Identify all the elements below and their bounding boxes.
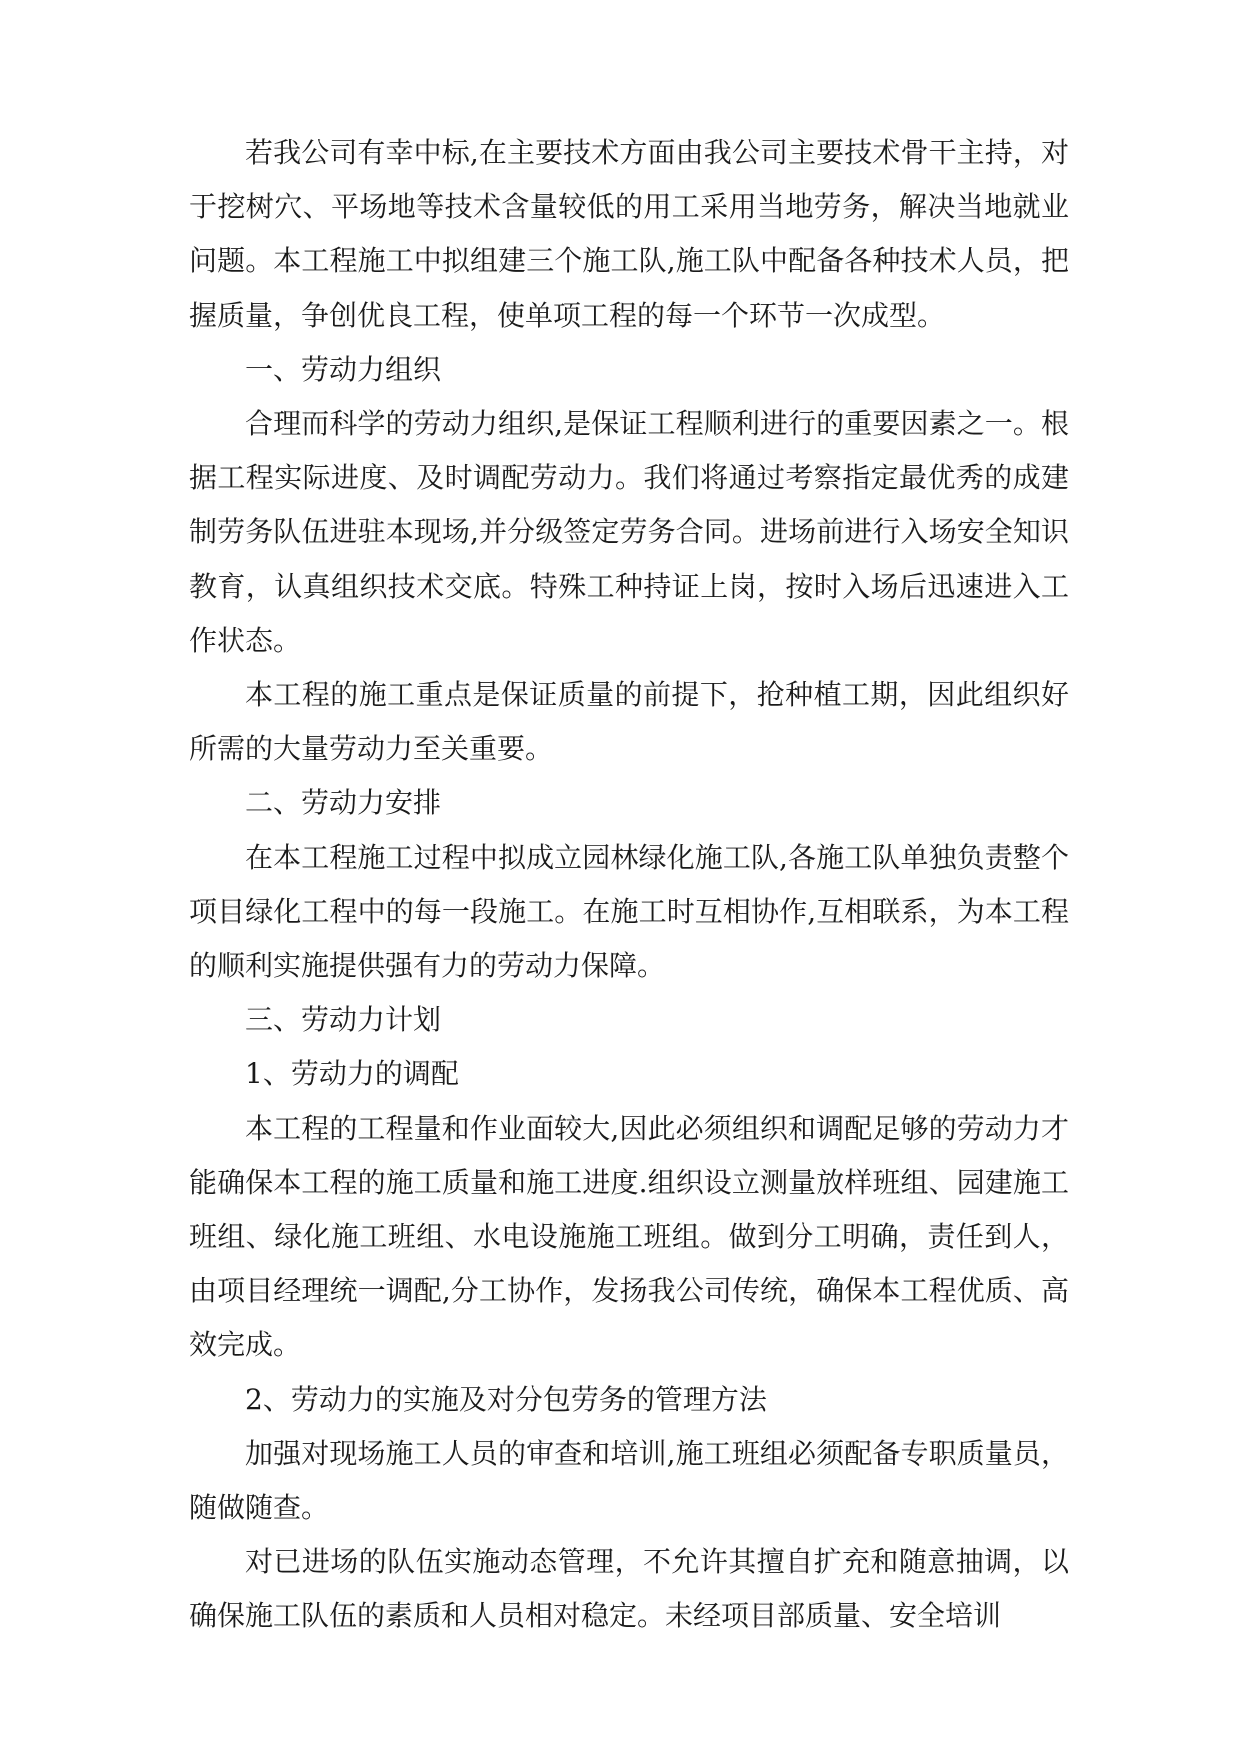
heading-labor-organization: 一、劳动力组织 [245,352,442,386]
paragraph-construction-focus: 本工程的施工重点是保证质量的前提下，抢种植工期，因此组织好所需的大量劳动力至关重要。 [189,678,1069,766]
paragraph-labor-arrangement: 在本工程施工过程中拟成立园林绿化施工队,各施工队单独负责整个项目绿化工程中的每一段施工。在施工时互相协作,互相联系，为本工程的顺利实施提供强有力的劳动力保障。 [189,840,1069,983]
subheading-subcontract-management: 2、劳动力的实施及对分包劳务的管理方法 [245,1382,767,1416]
document-body [189,126,1069,1644]
paragraph-labor-organization: 合理而科学的劳动力组织,是保证工程顺利进行的重要因素之一。根据工程实际进度、及时调配劳动力。我们将通过考察指定最优秀的成建制劳务队伍进驻本现场,并分级签定劳务合同。进场前进行入场安全知识教育，认真组织技术交底。特殊工种持证上岗，按时入场后迅速进入工作状态。 [189,407,1069,657]
paragraph-staff-review: 加强对现场施工人员的审查和培训,施工班组必须配备专职质量员，随做随查。 [189,1436,1069,1525]
paragraph-intro: 若我公司有幸中标,在主要技术方面由我公司主要技术骨干主持，对于挖树穴、平场地等技术含量较低的用工采用当地劳务，解决当地就业问题。本工程施工中拟组建三个施工队,施工队中配备各种技术人员，把握质量，争创优良工程，使单项工程的每一个环节一次成型。 [189,136,1069,332]
subheading-labor-allocation: 1、劳动力的调配 [245,1057,459,1091]
heading-labor-plan: 三、劳动力计划 [245,1003,442,1037]
paragraph-dynamic-management: 对已进场的队伍实施动态管理，不允许其擅自扩充和随意抽调，以确保施工队伍的素质和人员相对稳定。未经项目部质量、安全培训 [189,1545,1069,1633]
heading-labor-arrangement: 二、劳动力安排 [245,786,442,820]
paragraph-labor-allocation: 本工程的工程量和作业面较大,因此必须组织和调配足够的劳动力才能确保本工程的施工质量和施工进度.组织设立测量放样班组、园建施工班组、绿化施工班组、水电设施施工班组。做到分工明确，责任到人，由项目经理统一调配,分工协作，发扬我公司传统，确保本工程优质、高效完成。 [189,1111,1069,1362]
